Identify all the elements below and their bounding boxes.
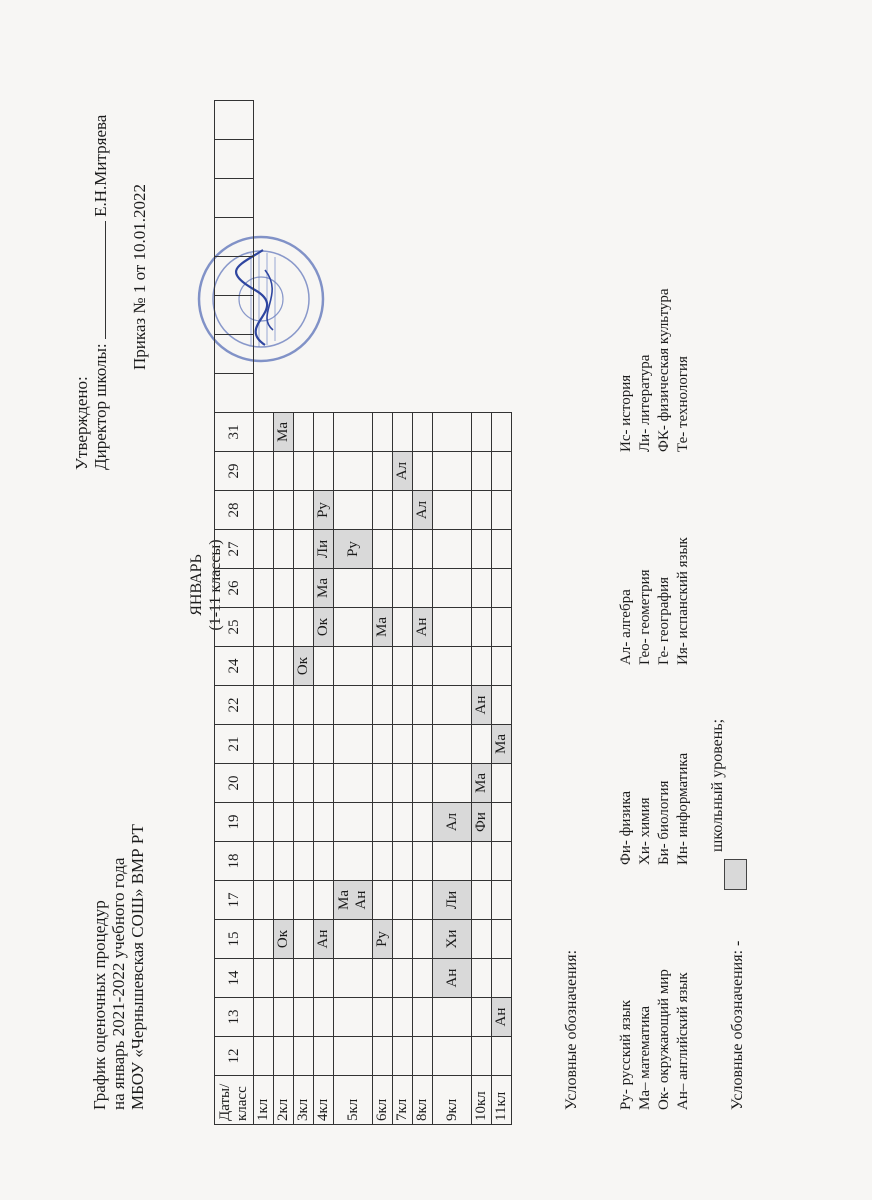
assessment-cell [393,452,413,491]
empty-cell [294,452,314,491]
empty-cell [393,764,413,803]
empty-cell [274,491,294,530]
empty-cell [294,491,314,530]
empty-cell [413,764,433,803]
empty-cell [413,842,433,881]
empty-cell [433,413,472,452]
date-header: 22 [215,686,254,725]
empty-cell [492,803,512,842]
empty-cell [294,608,314,647]
empty-cell [433,998,472,1037]
class-label: 6кл [373,1076,393,1125]
assessment-subject: Ок [315,617,331,637]
empty-cell [254,491,274,530]
table-row [294,101,314,1125]
date-header: 15 [215,920,254,959]
date-header: 29 [215,452,254,491]
empty-cell [294,569,314,608]
table-row [472,101,492,1125]
empty-cell [373,413,393,452]
empty-cell [492,569,512,608]
assessment-subject: Ан [414,617,430,637]
date-header: 18 [215,842,254,881]
empty-cell [492,881,512,920]
empty-cell [393,413,413,452]
empty-cell [433,764,472,803]
empty-cell [492,647,512,686]
empty-cell [254,530,274,569]
legend-item: Ис- история [618,374,634,452]
assessment-cell [314,491,334,530]
assessment-cell [433,959,472,998]
date-header [215,101,254,140]
empty-cell [274,1037,294,1076]
date-header [215,257,254,296]
empty-cell [314,647,334,686]
empty-cell [492,920,512,959]
empty-cell [294,920,314,959]
empty-cell [373,569,393,608]
empty-cell [334,764,373,803]
empty-cell [492,959,512,998]
empty-cell [393,491,413,530]
empty-cell [433,530,472,569]
empty-cell [393,881,413,920]
empty-cell [314,413,334,452]
class-label: 5кл [334,1076,373,1125]
empty-cell [492,686,512,725]
empty-cell [413,413,433,452]
empty-cell [492,413,512,452]
school-level-swatch [724,859,747,890]
empty-cell [393,608,413,647]
empty-cell [294,959,314,998]
empty-cell [254,1037,274,1076]
document-title [90,824,147,1110]
empty-cell [254,686,274,725]
date-header: 19 [215,803,254,842]
date-header: 14 [215,959,254,998]
table-row [334,101,373,1125]
empty-cell [294,530,314,569]
class-label: 8кл [413,1076,433,1125]
empty-cell [492,1037,512,1076]
empty-cell [393,842,413,881]
empty-cell [254,413,274,452]
class-label: 11кл [492,1076,512,1125]
legend-column-4 [617,288,693,452]
empty-cell [334,998,373,1037]
empty-cell [314,1037,334,1076]
empty-cell [314,764,334,803]
class-label: 10кл [472,1076,492,1125]
empty-cell [254,881,274,920]
empty-cell [373,686,393,725]
empty-cell [393,998,413,1037]
legend-item: Ин- информатика [675,752,691,865]
assessment-subject: Ма [275,422,291,442]
empty-cell [334,920,373,959]
assessment-subject: Ал [414,500,430,520]
empty-cell [294,998,314,1037]
empty-cell [254,569,274,608]
empty-cell [314,803,334,842]
table-header-row [215,101,254,1125]
class-label: 1кл [254,1076,274,1125]
empty-cell [274,608,294,647]
empty-cell [274,842,294,881]
assessment-cell [492,725,512,764]
assessment-cell [413,608,433,647]
class-label: 2кл [274,1076,294,1125]
empty-cell [274,725,294,764]
empty-cell [334,1037,373,1076]
assessment-subject: Ма [315,578,331,598]
empty-cell [373,647,393,686]
assessment-subject: Ру [315,502,331,518]
empty-cell [393,686,413,725]
empty-cell [314,452,334,491]
empty-cell [393,569,413,608]
empty-cell [254,803,274,842]
empty-cell [274,647,294,686]
date-header: 26 [215,569,254,608]
assessment-cell [433,881,472,920]
assessment-cell [294,647,314,686]
assessment-cell [433,803,472,842]
legend-item: Ок- окружающий мир [656,969,672,1110]
legend-item: Ал- алгебра [618,589,634,665]
empty-cell [314,686,334,725]
empty-cell [314,881,334,920]
empty-cell [254,608,274,647]
date-header [215,374,254,413]
director-label: Директор школы: [91,343,110,470]
empty-cell [413,452,433,491]
empty-cell [472,959,492,998]
assessment-cell [373,608,393,647]
class-label: 9кл [433,1076,472,1125]
legend-item: Ру- русский язык [618,1000,634,1110]
table-row [373,101,393,1125]
empty-cell [492,842,512,881]
date-header: 21 [215,725,254,764]
assessment-cell [472,686,492,725]
empty-cell [373,959,393,998]
date-header: 12 [215,1037,254,1076]
assessment-cell [472,764,492,803]
assessment-subject: Хи [443,929,460,949]
empty-cell [294,1037,314,1076]
empty-cell [472,842,492,881]
empty-cell [472,1037,492,1076]
legend-item: Те- технология [675,356,691,452]
order-line: Приказ № 1 от 10.01.2022 [130,183,149,370]
empty-cell [373,881,393,920]
empty-cell [274,881,294,920]
table-row [492,101,512,1125]
empty-cell [413,1037,433,1076]
assessment-subject: Ма [473,773,489,793]
director-name: Е.Н.Митряева [91,114,110,217]
schedule-table [214,100,512,1125]
empty-cell [413,803,433,842]
assessment-subject: Ан [493,1007,509,1027]
table-row [433,101,472,1125]
assessment-cell [433,920,472,959]
empty-cell [373,530,393,569]
assessment-cell [314,530,334,569]
empty-cell [254,725,274,764]
empty-cell [393,725,413,764]
date-header [215,179,254,218]
empty-cell [393,647,413,686]
date-header: 24 [215,647,254,686]
approval-label: Утверждено: [72,376,91,470]
empty-cell [433,491,472,530]
empty-cell [294,764,314,803]
assessment-subject: Ан [315,929,331,949]
empty-cell [472,569,492,608]
empty-cell [472,725,492,764]
empty-cell [274,452,294,491]
assessment-subject: Ру [344,541,361,557]
empty-cell [314,725,334,764]
empty-cell [373,1037,393,1076]
assessment-subject: Ма [493,734,509,754]
empty-cell [393,920,413,959]
assessment-subject: Ру [374,931,390,947]
date-header [215,218,254,257]
assessment-subject: Ал [443,812,460,832]
date-header: 25 [215,608,254,647]
assessment-cell [334,530,373,569]
empty-cell [413,725,433,764]
assessment-cell [373,920,393,959]
empty-cell [492,764,512,803]
empty-cell [492,491,512,530]
empty-cell [472,530,492,569]
title-line: МБОУ «Чернышевская СОШ» ВМР РТ [128,824,147,1110]
empty-cell [433,647,472,686]
date-header: 17 [215,881,254,920]
assessment-cell [314,569,334,608]
legend-column-2 [617,753,693,865]
empty-cell [413,998,433,1037]
class-label: 7кл [393,1076,413,1125]
signature-line [105,221,106,339]
legend-item: Гео- геометрия [637,569,653,665]
table-row [413,101,433,1125]
assessment-subject: Ок [295,656,311,676]
title-line: на январь 2021-2022 учебного года [109,857,128,1110]
legend-column-1 [617,969,693,1110]
empty-cell [294,686,314,725]
empty-cell [413,530,433,569]
empty-cell [314,998,334,1037]
empty-cell [274,803,294,842]
empty-cell [294,725,314,764]
empty-cell [254,452,274,491]
empty-cell [373,803,393,842]
approval-block [72,115,149,470]
empty-cell [393,530,413,569]
assessment-cell [274,413,294,452]
assessment-subject: Ан [443,968,460,988]
empty-cell [254,920,274,959]
empty-cell [274,764,294,803]
assessment-subject: Ма [336,890,352,910]
legend-heading: Условные обозначения: [563,949,580,1110]
empty-cell [373,452,393,491]
empty-cell [274,959,294,998]
date-header [215,296,254,335]
empty-cell [433,569,472,608]
date-header [215,335,254,374]
empty-cell [334,686,373,725]
assessment-subject: Ан [353,890,369,910]
legend-item: Ия- испанский язык [675,537,691,665]
legend-item: Ма– математика [637,1005,653,1110]
empty-cell [492,452,512,491]
empty-cell [472,608,492,647]
empty-cell [334,842,373,881]
legend-item: Ан– английский язык [675,972,691,1110]
class-label: 4кл [314,1076,334,1125]
empty-cell [393,1037,413,1076]
empty-cell [433,452,472,491]
empty-cell [472,413,492,452]
empty-cell [294,842,314,881]
empty-cell [274,530,294,569]
assessment-subject: Фи [473,812,489,832]
empty-cell [334,725,373,764]
date-header: 28 [215,491,254,530]
assessment-cell [314,920,334,959]
empty-cell [254,998,274,1037]
empty-cell [413,647,433,686]
empty-cell [314,959,334,998]
empty-cell [294,881,314,920]
assessment-cell [314,608,334,647]
month-title: ЯНВАРЬ [188,554,205,616]
assessment-subject: Ли [315,539,331,559]
month-subtitle: (1-11 классы) [207,539,224,631]
legend-item: Би- биология [656,780,672,865]
empty-cell [274,569,294,608]
legend-column-3 [617,537,693,665]
empty-cell [433,842,472,881]
date-header: 13 [215,998,254,1037]
empty-cell [334,491,373,530]
empty-cell [413,959,433,998]
empty-cell [433,725,472,764]
empty-cell [413,686,433,725]
empty-cell [413,881,433,920]
empty-cell [334,803,373,842]
approval-director [91,115,110,470]
empty-cell [433,686,472,725]
assessment-subject: Ал [394,461,410,481]
title-line: График оценочных процедур [90,900,109,1110]
empty-cell [254,764,274,803]
empty-cell [373,725,393,764]
empty-cell [294,803,314,842]
empty-cell [472,452,492,491]
empty-cell [413,920,433,959]
legend-item: Ли- литература [637,354,653,452]
table-row [393,101,413,1125]
empty-cell [472,998,492,1037]
empty-cell [314,842,334,881]
assessment-cell [492,998,512,1037]
empty-cell [334,608,373,647]
assessment-subject: Ан [473,695,489,715]
legend-item: Хи- химия [637,797,653,865]
empty-cell [334,647,373,686]
swatch-legend-label: Условные обозначения: - [729,940,746,1110]
empty-cell [254,647,274,686]
empty-cell [254,959,274,998]
assessment-cell [334,881,373,920]
assessment-subject: Ли [443,890,460,910]
date-header: 27 [215,530,254,569]
empty-cell [334,959,373,998]
date-header: 20 [215,764,254,803]
assessment-cell [274,920,294,959]
empty-cell [472,881,492,920]
assessment-cell [472,803,492,842]
assessment-subject: Ма [374,617,390,637]
empty-cell [472,920,492,959]
swatch-legend-text: школьный уровень; [709,718,726,852]
header-corner: Даты/ класс [215,1076,254,1125]
empty-cell [393,959,413,998]
empty-cell [472,491,492,530]
empty-cell [393,803,413,842]
empty-cell [373,842,393,881]
empty-cell [334,452,373,491]
empty-cell [254,842,274,881]
empty-cell [433,1037,472,1076]
empty-cell [334,569,373,608]
empty-cell [472,647,492,686]
empty-cell [373,764,393,803]
empty-cell [413,569,433,608]
assessment-subject: Ок [275,929,291,949]
empty-cell [334,413,373,452]
legend-item: ФК- физическая культура [656,288,672,452]
date-header: 31 [215,413,254,452]
table-row [274,101,294,1125]
assessment-cell [413,491,433,530]
empty-cell [373,998,393,1037]
empty-cell [373,491,393,530]
legend-item: Фи- физика [618,790,634,865]
empty-cell [492,608,512,647]
empty-cell [274,998,294,1037]
empty-cell [274,686,294,725]
table-row [314,101,334,1125]
table-row [254,101,274,1125]
empty-cell [294,413,314,452]
date-header [215,140,254,179]
legend-item: Ге- география [656,576,672,665]
empty-cell [492,530,512,569]
empty-cell [433,608,472,647]
class-label: 3кл [294,1076,314,1125]
